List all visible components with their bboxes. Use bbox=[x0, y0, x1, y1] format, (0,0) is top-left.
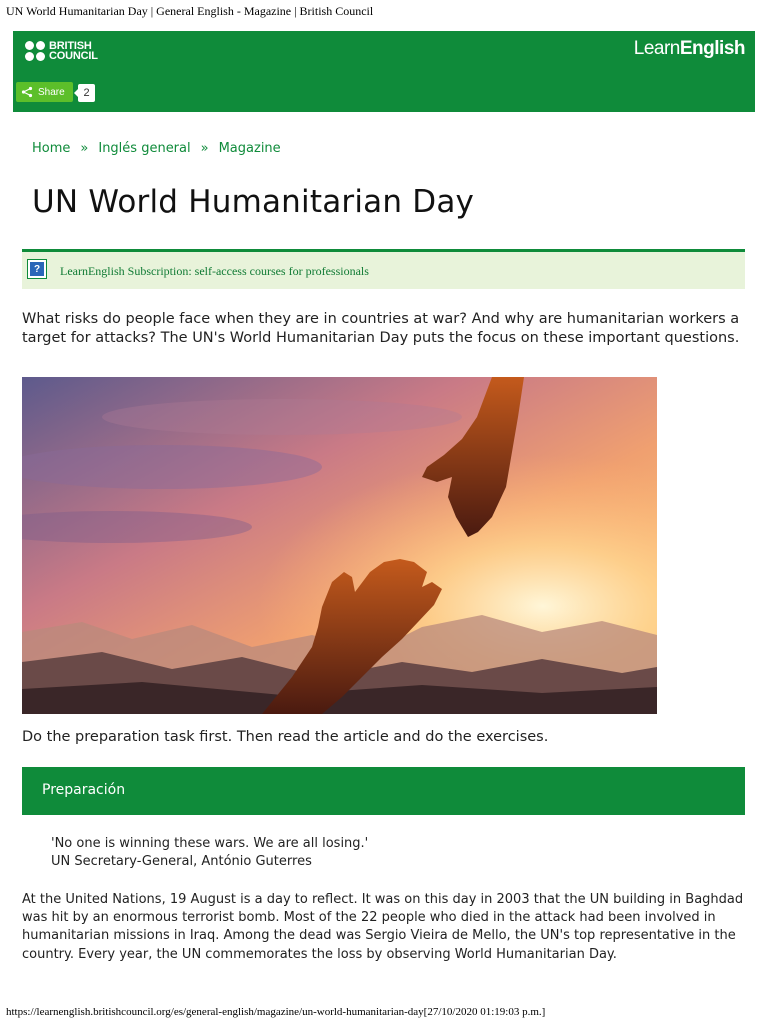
british-council-logo[interactable] bbox=[25, 41, 98, 61]
share-label: Share bbox=[38, 86, 65, 98]
print-header: UN World Humanitarian Day | General English - Magazine | British Council bbox=[6, 4, 374, 18]
site-banner bbox=[13, 31, 755, 112]
quote-text: 'No one is winning these wars. We are all losing.' bbox=[51, 836, 369, 851]
subscription-banner bbox=[22, 249, 745, 289]
preparation-accordion[interactable] bbox=[22, 767, 745, 815]
page-title: UN World Humanitarian Day bbox=[32, 184, 475, 220]
quote-block bbox=[51, 835, 368, 871]
hero-image bbox=[22, 377, 657, 714]
breadcrumb-general-english[interactable]: Inglés general bbox=[98, 141, 191, 156]
subscription-link[interactable]: LearnEnglish Subscription: self-access courses for professionals bbox=[60, 264, 369, 278]
print-footer: https://learnenglish.britishcouncil.org/es/general-english/magazine/un-world-humanitarian-day[27/10/2020 01:19:03 p.m.] bbox=[6, 1006, 546, 1018]
share-icon bbox=[21, 86, 33, 98]
accordion-label: Preparación bbox=[42, 782, 126, 798]
british-council-wordmark: BRITISH COUNCIL bbox=[49, 40, 98, 62]
quote-attribution: UN Secretary-General, António Guterres bbox=[51, 854, 312, 869]
article-paragraph: At the United Nations, 19 August is a day to reflect. It was on this day in 2003 that the UN building in Baghdad was hit by an enormous terrorist bomb. Most of the 22 people who died in the attack had been involved in humanitarian missions in Iraq. Among the dead was Sergio Vieira de Mello, the UN's top representative in the country. Every year, the UN commemorates the loss by observing World Humanitarian Day. bbox=[22, 892, 744, 962]
help-icon: ? bbox=[27, 259, 47, 279]
breadcrumb bbox=[32, 141, 281, 156]
share-count-badge: 2 bbox=[78, 84, 95, 102]
breadcrumb-separator: » bbox=[80, 141, 89, 156]
share-button[interactable] bbox=[16, 82, 73, 102]
breadcrumb-separator: » bbox=[200, 141, 209, 156]
hands-sunset-illustration bbox=[22, 377, 657, 714]
intro-paragraph: What risks do people face when they are in countries at war? And why are humanitarian workers a target for attacks? The UN's World Humanitarian Day puts the focus on these important questions. bbox=[22, 311, 740, 346]
preparation-instruction: Do the preparation task first. Then read the article and do the exercises. bbox=[22, 729, 549, 745]
british-council-dots-icon bbox=[25, 41, 45, 61]
learnenglish-logo[interactable]: LearnEnglish bbox=[633, 38, 745, 59]
breadcrumb-magazine[interactable]: Magazine bbox=[218, 141, 281, 156]
breadcrumb-home[interactable]: Home bbox=[32, 141, 71, 156]
